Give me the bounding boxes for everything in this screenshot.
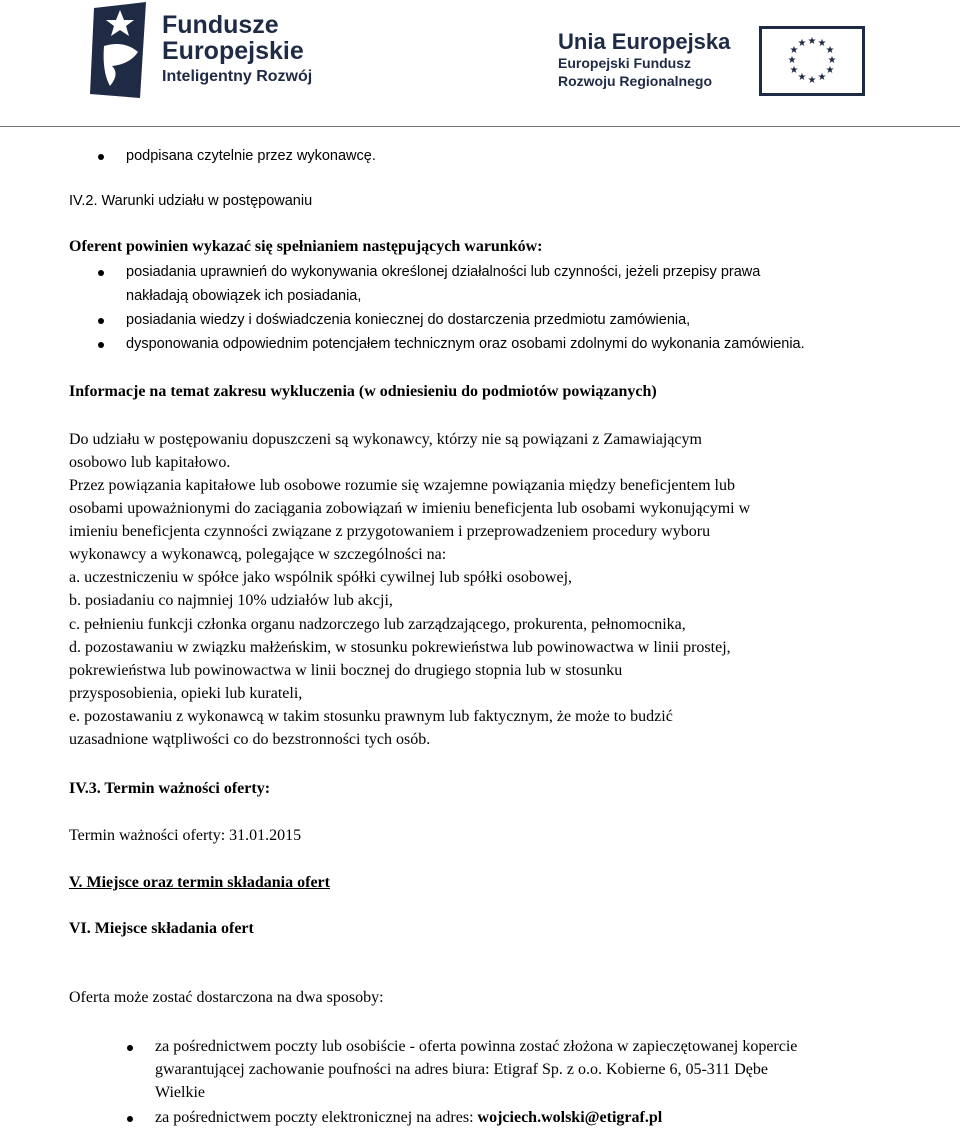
- svg-text:★: ★: [797, 38, 807, 49]
- svg-text:★: ★: [825, 65, 835, 76]
- condition-2: posiadania wiedzy i doświadczenia koniecznej do dostarczenia przedmiotu zamówienia,: [126, 312, 691, 328]
- fe-logo-line1: Fundusze: [162, 11, 279, 39]
- page-header: [0, 0, 960, 127]
- section-iv2-heading: IV.2. Warunki udziału w postępowaniu: [69, 193, 313, 209]
- exclusion-item-e-line1: e. pozostawaniu z wykonawcą w takim stosunku prawnym lub faktycznym, że może to budzić: [69, 708, 673, 725]
- ue-logo-text: [558, 30, 730, 90]
- section-v-heading: V. Miejsce oraz termin składania ofert: [69, 874, 330, 891]
- bullet-icon: [98, 154, 104, 160]
- contact-email: wojciech.wolski@etigraf.pl: [477, 1109, 663, 1126]
- svg-text:★: ★: [807, 36, 817, 47]
- svg-text:★: ★: [817, 38, 827, 49]
- header-divider: [0, 126, 960, 127]
- ue-logo-line3: Rozwoju Regionalnego: [558, 73, 712, 89]
- submission-option-2-text: za pośrednictwem poczty elektronicznej na adres:: [155, 1109, 478, 1126]
- fundusze-europejskie-emblem-icon: [90, 2, 154, 102]
- submission-intro: Oferta może zostać dostarczona na dwa sposoby:: [69, 989, 384, 1006]
- bullet-icon: [98, 342, 104, 348]
- exclusion-item-e-line2: uzasadnione wątpliwości co do bezstronności tych osób.: [69, 731, 431, 748]
- exclusion-item-d-line2: pokrewieństwa lub powinowactwa w linii bocznej do drugiego stopnia lub w stosunku: [69, 662, 623, 679]
- bullet-icon: [98, 318, 104, 324]
- svg-text:★: ★: [807, 75, 817, 86]
- svg-text:★: ★: [797, 72, 807, 83]
- svg-text:★: ★: [789, 45, 799, 56]
- exclusion-item-c: c. pełnieniu funkcji członka organu nadzorczego lub zarządzającego, prokurenta, pełnomocnika,: [69, 616, 686, 633]
- svg-text:★: ★: [827, 55, 837, 66]
- condition-1-line1: posiadania uprawnień do wykonywania określonej działalności lub czynności, jeżeli przepisy prawa: [126, 264, 761, 280]
- section-vi-heading: VI. Miejsce składania ofert: [69, 920, 254, 937]
- condition-1-line2: nakładają obowiązek ich posiadania,: [126, 288, 362, 304]
- bullet-icon: [127, 1045, 133, 1051]
- exclusion-item-d-line1: d. pozostawaniu w związku małżeńskim, w stosunku pokrewieństwa lub powinowactwa w linii prostej,: [69, 639, 731, 656]
- exclusion-p1-line1: Do udziału w postępowaniu dopuszczeni są wykonawcy, którzy nie są powiązani z Zamawiającym: [69, 431, 702, 448]
- exclusion-p2-line1: Przez powiązania kapitałowe lub osobowe rozumie się wzajemne powiązania między beneficjentem lub: [69, 477, 735, 494]
- section-iv3-heading: IV.3. Termin ważności oferty:: [69, 780, 271, 797]
- submission-option-2: [155, 1107, 662, 1129]
- ue-logo-line1: Unia Europejska: [558, 29, 731, 54]
- ue-logo-line2: Europejski Fundusz: [558, 55, 692, 71]
- conditions-intro: Oferent powinien wykazać się spełnianiem następujących warunków:: [69, 238, 543, 255]
- eu-flag-icon: [759, 26, 865, 96]
- exclusion-p2-line2: osobami upoważnionymi do zaciągania zobowiązań w imieniu beneficjenta lub osobami wykonującymi w: [69, 500, 751, 517]
- svg-text:★: ★: [825, 45, 835, 56]
- bullet-icon: [127, 1116, 133, 1122]
- condition-3: dysponowania odpowiednim potencjałem technicznym oraz osobami zdolnymi do wykonania zamówienia.: [126, 336, 805, 352]
- bullet-icon: [98, 270, 104, 276]
- exclusion-heading: Informacje na temat zakresu wykluczenia (w odniesieniu do podmiotów powiązanych): [69, 383, 657, 400]
- svg-text:★: ★: [789, 65, 799, 76]
- svg-text:★: ★: [787, 55, 797, 66]
- svg-text:★: ★: [817, 72, 827, 83]
- exclusion-p2-line3: imieniu beneficjenta czynności związane z przygotowaniem i przeprowadzeniem procedury wyboru: [69, 523, 711, 540]
- submission-option-1-line3: Wielkie: [155, 1084, 205, 1101]
- exclusion-p1-line2: osobowo lub kapitałowo.: [69, 454, 231, 471]
- offer-validity-text: Termin ważności oferty: 31.01.2015: [69, 827, 302, 844]
- exclusion-item-b: b. posiadaniu co najmniej 10% udziałów lub akcji,: [69, 592, 393, 609]
- top-bullet-text: podpisana czytelnie przez wykonawcę.: [126, 148, 376, 164]
- fe-logo-line2: Europejskie: [162, 37, 304, 65]
- exclusion-item-a: a. uczestniczeniu w spółce jako wspólnik spółki cywilnej lub spółki osobowej,: [69, 569, 573, 586]
- fe-logo-line3: Inteligentny Rozwój: [162, 68, 313, 85]
- fe-logo-text: [162, 12, 312, 90]
- exclusion-p2-line4: wykonawcy a wykonawcą, polegające w szczególności na:: [69, 546, 447, 563]
- submission-option-1-line2: gwarantującej zachowanie poufności na adres biura: Etigraf Sp. z o.o. Kobierne 6, 05-311 Dębe: [155, 1061, 768, 1078]
- submission-option-1-line1: za pośrednictwem poczty lub osobiście - oferta powinna zostać złożona w zapieczętowanej kopercie: [155, 1038, 798, 1055]
- exclusion-item-d-line3: przysposobienia, opieki lub kurateli,: [69, 685, 303, 702]
